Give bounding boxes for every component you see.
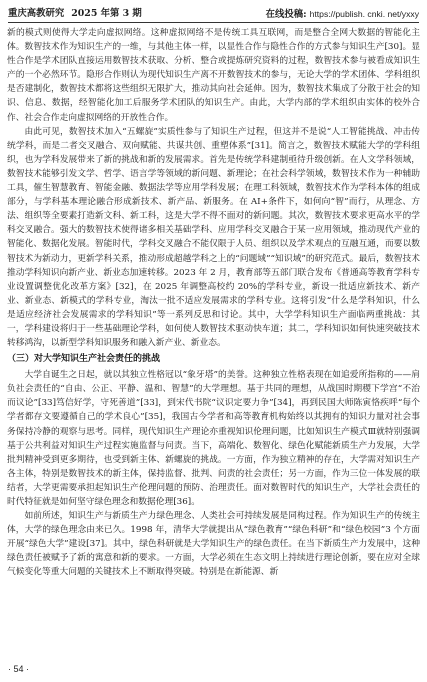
body-paragraph: 由此可见，数智技术加入“五螺旋”实质性参与了知识生产过程，但这并不是说“人工智能挑战、冲击传统学科，而是二者交叉融合、双向赋能、共谋共创、重塑体系”[31]。简言之，数智技术赋能大学的学科组织，也为学科发展带来了新的挑战和新的发展需求。首先是传统学科建制亟待升级创新。在人文学科领域，数智技术能够引发文学、哲学、语言学等领域的新问题、新理论；在社会科学领域，数智技术作为一种辅助工具，催生智慧教育、智能金融、数据法学等应用学科发展；在理工科领域，数智技术作为学科本体的组成部分，与学科基本理论融合形成新技术、新产品、新服务。在 AI+条件下，如何向“智”而行，从理念、方法、组织等全要素打造新文科、新工科，这是大学不得不面对的新问题。其次，数智技术要求更高水平的学科交叉融合。强大的数智技术使得诸多相关基础学科、应用学科交叉融合于某一应用领域，推动现代产业的智能化、数据化发展。智能时代，学科交叉融合不能仅限于人员、组织以及学术观点的互融互通，而要以数智技术为新动力，更新学科关系，推动形成超越学科之上的“问题域”“知识域”的研究范式。最后，数智技术推动学科知识向新产业、新业态加速转移。2023 年 2 月，教育部等五部门联合发布《普通高等教育学科专业设置调整优化改革方案》[32]，在 2025 年调整高校约 20%的学科专业，新设一批适应新技术、新产业、新业态、新模式的学科专业，淘汰一批不适应发展需求的学科专业。这将引发“什么是学科知识，什么是适应经济社会发展需求的学科知识”等一系列反思和讨论。其中，大学学科知识生产面临两重挑战：其一，学科建设将归于一些基础理论学科，如何使人数智技术驱动快车道；其二，学科知识如何快速突破技术转移鸿沟，以新型学科知识服务和融入新产业、新业态。	[7, 126, 420, 349]
body-paragraph: 如前所述，知识生产与新质生产力绿色理念、人类社会可持续发展是同构过程。作为知识生产的传统主体，大学的绿色理念由来已久。1998 年，清华大学就提出从“绿色教育”“绿色科研”和“绿色校园”3 个方面开展“绿色大学”建设[37]。其中，绿色科研就是大学知识生产的绿色责任。在当下新质生产力发展中，这种绿色责任被赋予了新的寓意和新的要求。一方面，大学必须在生态文明上持续进行理论创新，要在应对全球气候变化等重大问题的关键技术上不断取得突破。特别是在新能源、新	[7, 511, 420, 578]
journal-name: 重庆高教研究	[8, 8, 65, 19]
body-paragraph: 新的模式则使得大学走向虚拟网络。这种虚拟网络不是传统工具互联网，而是整合全网大数据的智能化主体。数智技术作为知识生产的一维，与其他主体一样，以显性合作与隐性合作的方式参与知识生产[30]。显性合作是学术团队直接运用数智技术获取、分析、整合或提炼研究资料的过程，数智技术参与被看成知识生产的一个必然环节。隐形合作则认为现代知识生产离不开数智技术的参与，无论大学的学术团体、学科组织是否建制化，数智技术都将这些组织无限扩大，推动其向社会延伸。因为，数智技术集成了分散于社会的知识、信息、数据，经智能化加工后服务学术团队的知识生产。由此，大学内部的学术组织由实体的校外合作、社会合作走向虚拟网络的开放性合作。	[7, 28, 420, 123]
body-paragraph: 大学自诞生之日起，就以其独立性格冠以“象牙塔”的美誉。这种独立性格表现在如追爱所指称的——肩负社会责任的“自由、公正、平静、温和、智慧”的大学理想。基于共同的理想，从战国时期稷下学宫“不治而议论”[33]笃信好学，守死善道”[33]，到宋代书院“议识定要力争”[34]，再到民国大师陈寅恪疾呼“每个学者都存文要遵循自己的学术良心”[35]，我国古今学者和高等教育机构始终以其拥有的知识力量对社会事务保持冷静的观察与思考。同样，现代知识生产理论亦重视知识伦理问题，比如知识生产模式Ⅲ就特别强调基于公共利益对知识生产过程实施监督与问责。当下，高端化、数智化、绿色化赋能新质生产力发展，大学批判精神受到更多期待，也受到新主体、新螺旋的挑战。一方面，作为独立精神的存在，大学需对知识生产各主体，特别是数智技术的新主体，保持监督、批判、问责的社会责任；另一方面，作为三位一体发展的联结者，大学更需要承担起知识生产伦理问题的预防、治理责任。面对数智时代的知识生产，大学社会责任的时代特征就是如何坚守绿色理念和数据伦理[36]。	[7, 370, 420, 507]
running-header	[8, 6, 419, 23]
online-submission-label: 在线投稿:	[265, 9, 307, 20]
article-body	[7, 26, 420, 580]
page-number: · 54 ·	[8, 664, 30, 674]
journal-info	[8, 6, 142, 22]
section-heading: （三）对大学知识生产社会责任的挑战	[7, 354, 161, 365]
issue-number: 2025 年第 3 期	[71, 8, 142, 19]
submission-url[interactable]: https://publish. cnki. net/yxxy	[309, 9, 419, 19]
submission-info	[266, 6, 419, 23]
